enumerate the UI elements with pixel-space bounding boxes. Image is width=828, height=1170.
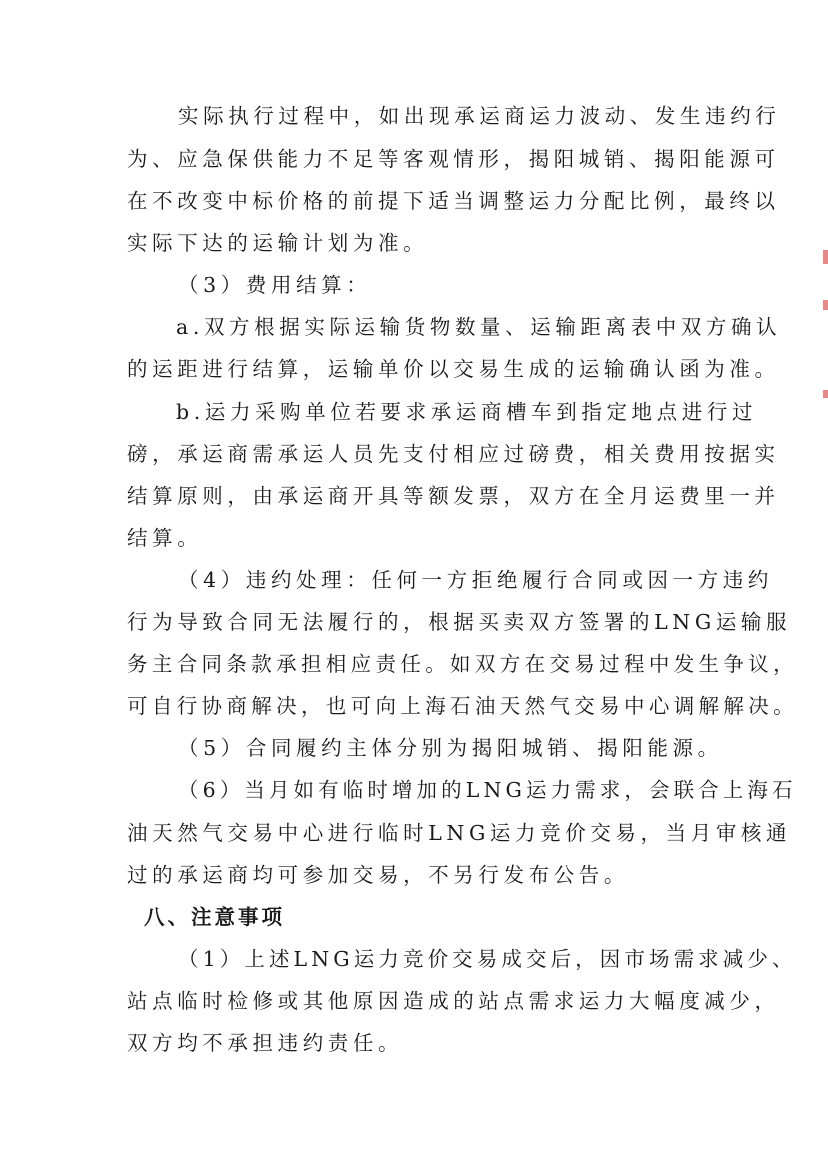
paragraph-line-2: 为、应急保供能力不足等客观情形，揭阳城销、揭阳能源可 [127,147,780,171]
paragraph-line-11: 结算。 [127,526,203,550]
paragraph-line-23: 双方均不承担违约责任。 [127,1031,404,1055]
section-heading-notes: 八、注意事项 [144,905,285,929]
paragraph-line-6: a.双方根据实际运输货物数量、运输距离表中双方确认 [176,315,782,339]
section-temporary-demand: （6）当月如有临时增加的LNG运力需求，会联合上海石 [178,778,797,802]
paragraph-line-3: 在不改变中标价格的前提下适当调整运力分配比例，最终以 [127,189,780,213]
paragraph-line-10: 结算原则，由承运商开具等额发票，双方在全月运费里一并 [127,484,780,508]
section-breach-handling: （4）违约处理：任何一方拒绝履行合同或因一方违约 [178,568,773,592]
paragraph-line-19: 过的承运商均可参加交易，不另行发布公告。 [127,863,629,887]
paragraph-line-14: 务主合同条款承担相应责任。如双方在交易过程中发生争议， [127,652,798,676]
paragraph-line-1: 实际执行过程中，如出现承运商运力波动、发生违约行 [178,104,781,128]
binding-edge-mark [823,250,828,264]
paragraph-line-8: b.运力采购单位若要求承运商槽车到指定地点进行过 [176,400,758,424]
paragraph-line-18: 油天然气交易中心进行临时LNG运力竞价交易，当月审核通 [127,821,792,845]
paragraph-line-9: 磅，承运商需承运人员先支付相应过磅费，相关费用按据实 [127,442,780,466]
paragraph-line-13: 行为导致合同无法履行的，根据买卖双方签署的LNG运输服 [127,610,792,634]
paragraph-line-7: 的运距进行结算，运输单价以交易生成的运输确认函为准。 [127,357,780,381]
paragraph-line-15: 可自行协商解决，也可向上海石油天然气交易中心调解解决。 [127,694,798,718]
binding-edge-mark [823,300,828,310]
section-fee-settlement: （3）费用结算： [178,273,372,297]
paragraph-line-4: 实际下达的运输计划为准。 [127,231,429,255]
binding-edge-mark [823,390,828,398]
section-contract-parties: （5）合同履约主体分别为揭阳城销、揭阳能源。 [178,736,723,760]
paragraph-line-22: 站点临时检修或其他原因造成的站点需求运力大幅度减少， [127,989,780,1013]
paragraph-line-21: （1）上述LNG运力竞价交易成交后，因市场需求减少、 [178,947,797,971]
